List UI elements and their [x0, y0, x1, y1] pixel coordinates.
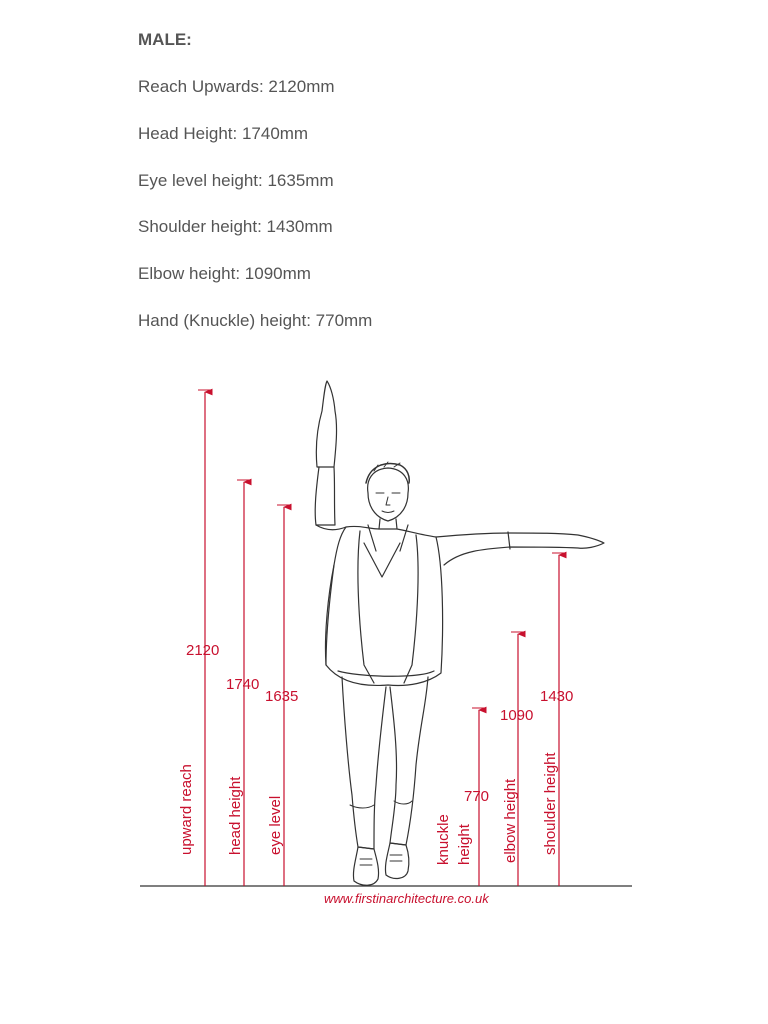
dimension-head-height — [226, 480, 259, 886]
left-shoe — [353, 847, 378, 885]
diagram-canvas — [138, 365, 634, 921]
dim-label-elbow-height: elbow height — [502, 778, 519, 863]
right-leg — [390, 677, 428, 845]
torso — [325, 526, 442, 685]
extended-arm — [436, 533, 604, 565]
human-figure — [315, 381, 604, 885]
dimension-knuckle-height — [435, 708, 489, 886]
dimension-elbow-height — [500, 632, 533, 886]
spec-shoulder-height: Shoulder height: 1430mm — [138, 217, 333, 237]
dim-label-eye-level: eye level — [267, 795, 284, 855]
dim-label-shoulder-height: shoulder height — [542, 752, 559, 855]
spec-reach-upwards: Reach Upwards: 2120mm — [138, 77, 335, 96]
dim-value-1635: 1635 — [265, 688, 299, 705]
raised-arm — [316, 381, 336, 467]
spec-elbow-height: Elbow height: 1090mm — [138, 264, 311, 284]
dim-value-1740: 1740 — [226, 676, 260, 693]
dim-label-head-height: head height — [227, 776, 244, 855]
anthropometric-diagram — [138, 365, 634, 921]
page-heading: MALE: — [138, 30, 192, 49]
measurement-list — [138, 76, 372, 357]
left-leg — [342, 677, 386, 849]
dimension-eye-level — [265, 505, 298, 886]
dim-label-knuckle: knuckle — [435, 814, 452, 865]
spec-eye-level-height: Eye level height: 1635mm — [138, 170, 334, 190]
spec-head-height: Head Height: 1740mm — [138, 123, 309, 143]
dim-value-770: 770 — [464, 788, 490, 805]
dim-value-2120: 2120 — [186, 642, 220, 659]
spec-knuckle-height: Hand (Knuckle) height: 770mm — [138, 310, 373, 330]
dim-label-upward-reach: upward reach — [178, 764, 195, 855]
dim-value-1430: 1430 — [540, 688, 574, 705]
credit-url: www.firstinarchitecture.co.uk — [324, 891, 489, 906]
dim-label-height: height — [456, 824, 473, 865]
dimension-upward-reach — [178, 390, 219, 886]
dimension-shoulder-height — [540, 553, 573, 886]
head — [368, 468, 409, 521]
dim-value-1090: 1090 — [500, 707, 534, 724]
